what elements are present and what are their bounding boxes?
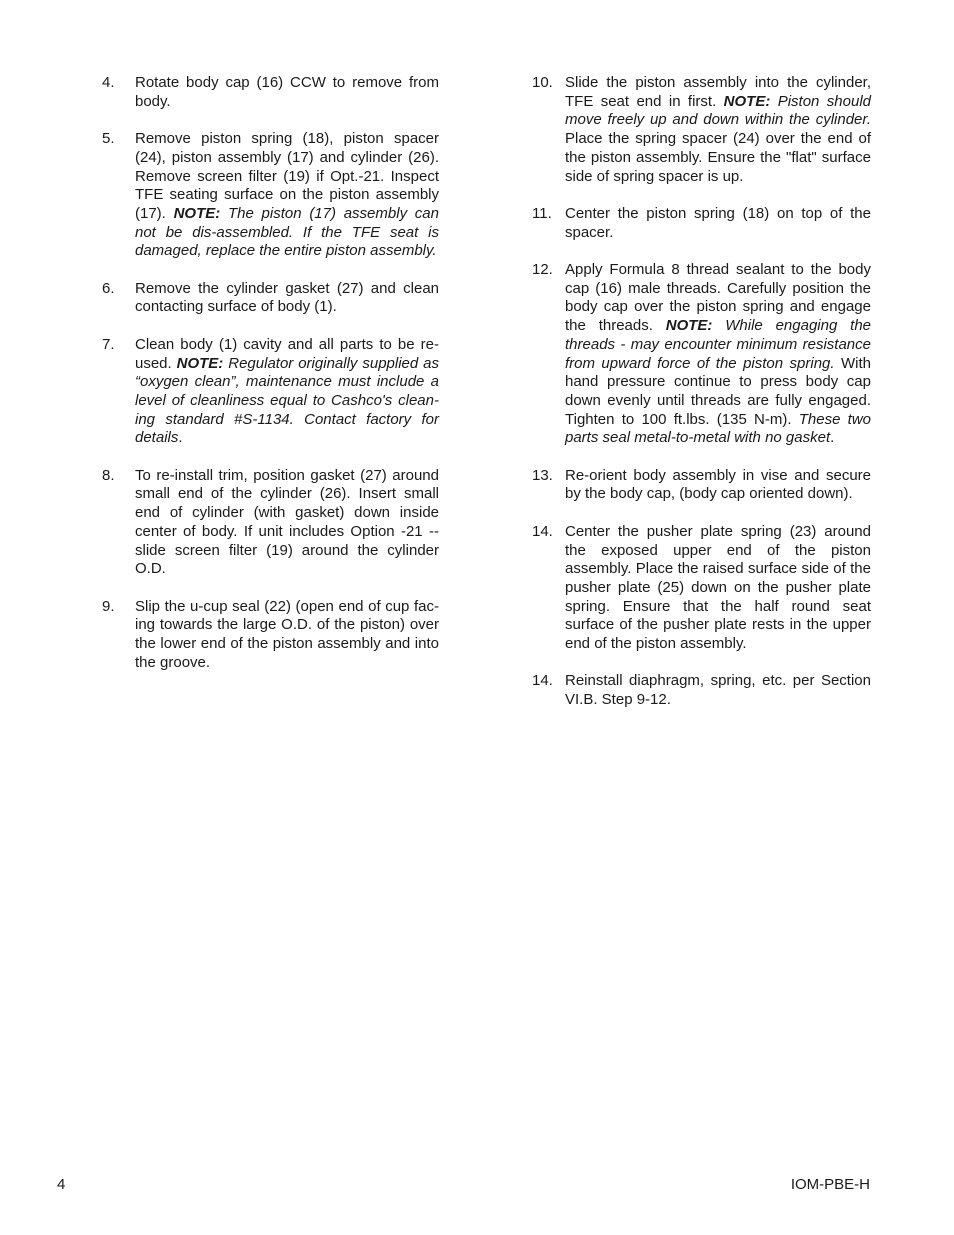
step-number: 6. [102,279,115,297]
step-text [135,130,439,261]
note-text: While engaging the threads - may encounter minimum resistance from upward force of the piston spring. [565,317,872,372]
step-text-run: Slip the u-cup seal (22) (open end of cup fac-ing towards the large O.D. of the piston) over the lower end of the piston assembly and into the groove. [135,597,439,671]
step-text [135,336,439,448]
step-text-run: . [178,429,183,447]
note-text: Regulator originally supplied as “oxygen clean”, maintenance must include a level of cleanliness equal to Cashco's clean-ing standard #S-1134. Contact factory for details [135,354,439,447]
step-item [102,280,439,317]
step-number: 12. [532,261,553,278]
step-item [102,74,439,111]
step-item [102,598,439,673]
step-item [532,672,871,709]
step-text-run: To re-install trim, position gasket (27) around small end of the cylinder (26). Insert small end of cylinder (with gasket) down inside center of body. If unit includes Option -21 -- slide screen filter (19) around the cylinder O.D. [135,466,439,578]
document-code: IOM-PBE-H [790,1176,870,1193]
note-label: NOTE: [173,204,221,222]
step-text-run: Re-orient body assembly in vise and secure by the body cap, (body cap oriented down). [565,466,871,503]
step-text [135,467,439,579]
note-text: The piston (17) assembly can not be dis-assembled. If the TFE seat is damaged, replace the entire piston assembly. [135,204,439,260]
step-text-run: Rotate body cap (16) CCW to remove from body. [135,74,439,110]
step-number: 14. [532,672,553,690]
step-item [532,467,871,504]
step-number: 11. [532,204,552,222]
note-label: NOTE: [176,354,224,372]
step-text-run: . [830,429,835,447]
step-text [135,280,439,317]
step-text-run: Apply Formula 8 thread sealant to the body cap (16) male threads. Carefully position the body cap over the piston spring and engage the threads. [565,261,871,335]
step-number: 9. [102,597,115,615]
note-text: Piston should move freely up and down within the cylinder. [565,92,871,129]
step-text [135,598,439,673]
step-text [565,74,871,186]
right-column [532,74,871,729]
page-number: 4 [57,1176,66,1193]
note-label: NOTE: [665,317,713,335]
step-text [565,672,871,709]
step-item [532,205,871,242]
step-text-run: Reinstall diaphragm, spring, etc. per Section VI.B. Step 9-12. [565,672,871,709]
step-item [102,467,439,579]
step-item [102,336,439,448]
step-item [532,523,871,654]
step-text-run: With hand pressure continue to press body cap down evenly until threads are fully engaged. Tighten to 100 ft.lbs. (135 N-m). [565,354,871,428]
step-text-run: Remove piston spring (18), piston spacer (24), piston assembly (17) and cylinder (26). Remove screen filter (19) if Opt.-21. Inspect TFE seating surface on the piston assembly (17). [135,130,439,222]
step-item [102,130,439,261]
step-number: 8. [102,466,115,484]
step-number: 5. [102,130,115,148]
step-item [532,74,871,186]
step-text-run: Slide the piston assembly into the cylinder, TFE seat end in first. [565,74,871,110]
step-item [532,261,871,448]
step-text-run: Center the pusher plate spring (23) around the exposed upper end of the piston assembly. Place the raised surface side of the pusher plate (25) down on the pusher plate spring. Ensure that the half round seat surface of the pusher plate rests in the upper end of the piston assembly. [565,522,871,653]
left-column [102,74,439,691]
step-text [565,205,871,242]
step-text [565,523,871,654]
step-text-run: Center the piston spring (18) on top of the spacer. [565,204,871,241]
step-number: 4. [102,74,115,91]
step-text-run: Remove the cylinder gasket (27) and clean contacting surface of body (1). [135,279,439,316]
note-text: These two parts seal metal-to-metal with no gasket [565,410,871,447]
step-number: 10. [532,74,553,91]
note-label: NOTE: [723,92,771,110]
step-text [135,74,439,111]
step-number: 7. [102,335,115,353]
step-text [565,261,871,448]
step-text-run: Place the spring spacer (24) over the end of the piston assembly. Ensure the "flat" surface side of spring spacer is up. [565,130,871,185]
step-text-run: Clean body (1) cavity and all parts to be re-used. [135,335,439,372]
step-number: 14. [532,522,553,540]
step-text [565,467,871,504]
step-number: 13. [532,466,553,484]
